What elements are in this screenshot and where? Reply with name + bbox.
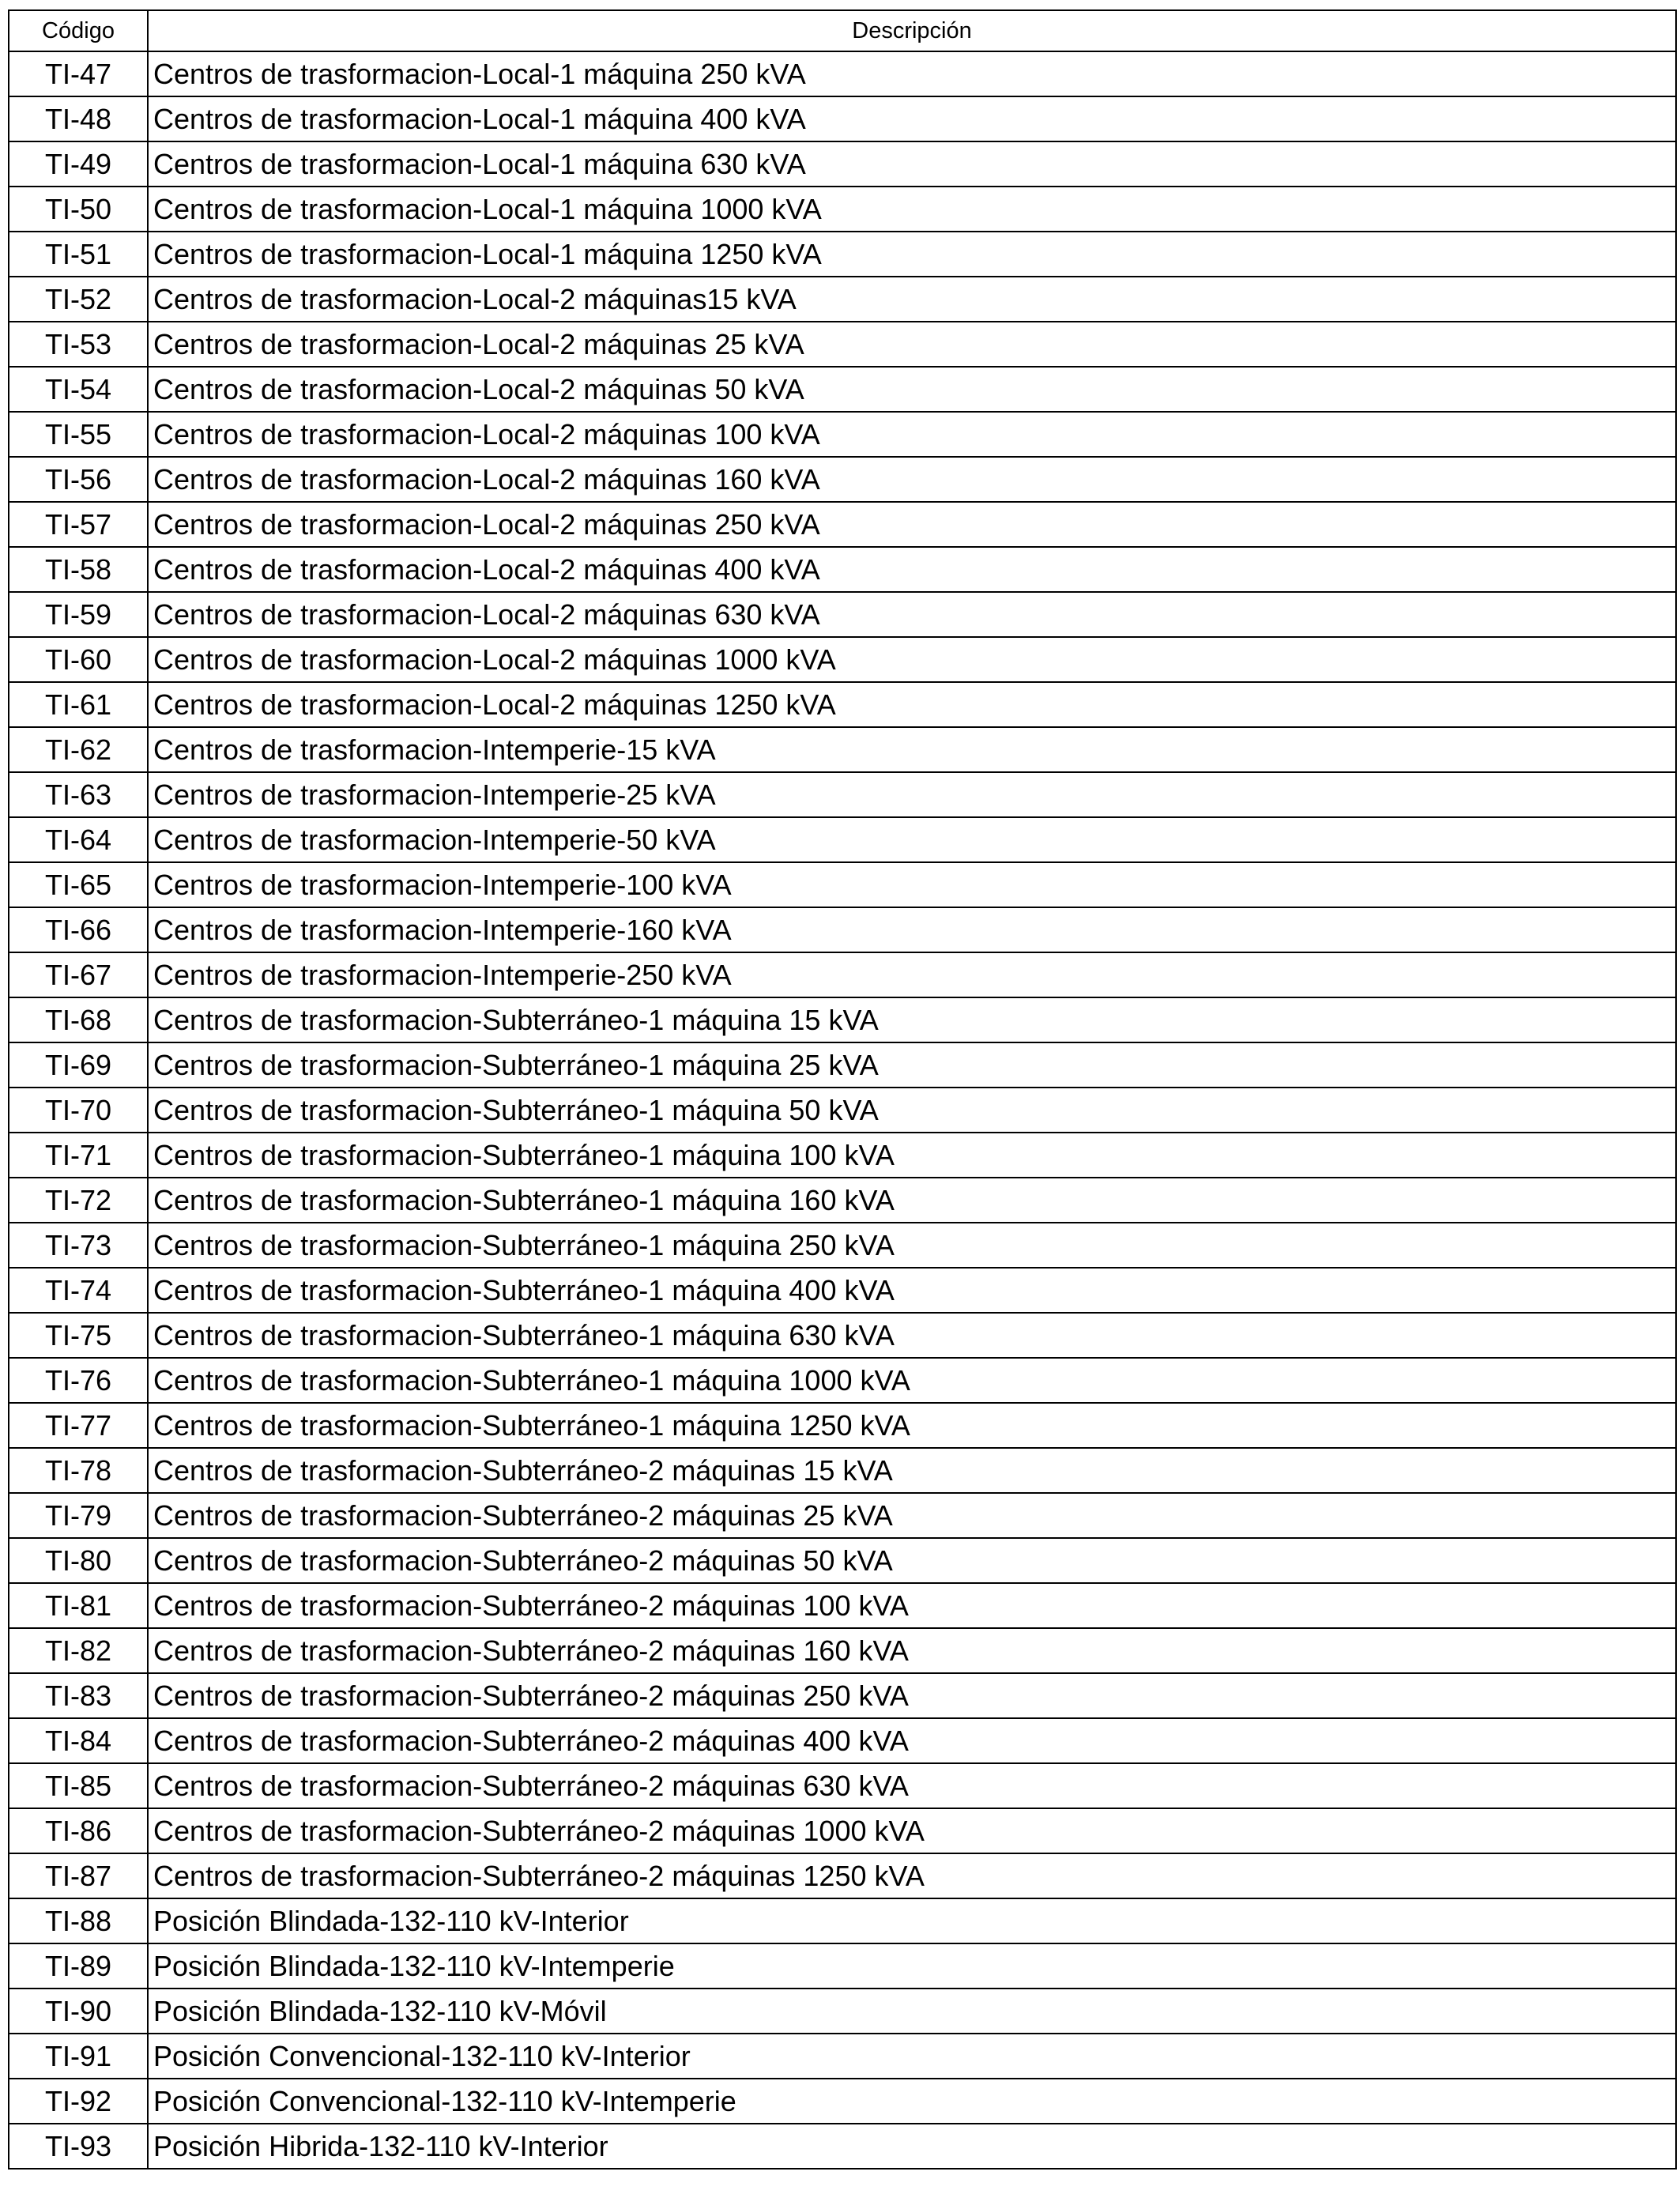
code-cell: TI-75 [9, 1313, 148, 1358]
description-cell: Centros de trasformacion-Local-2 máquinas 160 kVA [148, 457, 1676, 502]
table-row [9, 412, 1676, 457]
description-cell: Centros de trasformacion-Subterráneo-1 máquina 630 kVA [148, 1313, 1676, 1358]
code-cell: TI-56 [9, 457, 148, 502]
code-cell: TI-72 [9, 1178, 148, 1223]
table-row [9, 51, 1676, 96]
table-row [9, 1989, 1676, 2034]
table-row [9, 637, 1676, 682]
code-cell: TI-74 [9, 1268, 148, 1313]
code-cell: TI-54 [9, 367, 148, 412]
code-cell: TI-79 [9, 1493, 148, 1538]
description-cell: Centros de trasformacion-Intemperie-50 kVA [148, 817, 1676, 862]
table-row [9, 457, 1676, 502]
table-row [9, 682, 1676, 727]
description-cell: Posición Convencional-132-110 kV-Interior [148, 2034, 1676, 2079]
code-cell: TI-76 [9, 1358, 148, 1403]
description-cell: Centros de trasformacion-Subterráneo-1 máquina 400 kVA [148, 1268, 1676, 1313]
table-row [9, 2034, 1676, 2079]
table-row [9, 547, 1676, 592]
code-cell: TI-73 [9, 1223, 148, 1268]
code-cell: TI-50 [9, 187, 148, 232]
description-cell: Centros de trasformacion-Local-2 máquinas 1250 kVA [148, 682, 1676, 727]
code-cell: TI-85 [9, 1763, 148, 1808]
table-row [9, 1268, 1676, 1313]
code-cell: TI-93 [9, 2124, 148, 2169]
code-description-table [8, 9, 1677, 2169]
code-cell: TI-64 [9, 817, 148, 862]
code-cell: TI-60 [9, 637, 148, 682]
table-row [9, 1763, 1676, 1808]
description-cell: Centros de trasformacion-Local-1 máquina 400 kVA [148, 96, 1676, 141]
table-row [9, 187, 1676, 232]
table-row [9, 1133, 1676, 1178]
table-row [9, 862, 1676, 907]
description-cell: Centros de trasformacion-Local-1 máquina 630 kVA [148, 141, 1676, 187]
code-cell: TI-69 [9, 1042, 148, 1088]
table-row [9, 277, 1676, 322]
description-cell: Centros de trasformacion-Local-1 máquina 1000 kVA [148, 187, 1676, 232]
table-row [9, 1853, 1676, 1898]
description-cell: Centros de trasformacion-Subterráneo-1 máquina 1250 kVA [148, 1403, 1676, 1448]
description-cell: Centros de trasformacion-Subterráneo-2 máquinas 1000 kVA [148, 1808, 1676, 1853]
table-row [9, 907, 1676, 952]
table-row [9, 997, 1676, 1042]
description-cell: Centros de trasformacion-Subterráneo-2 máquinas 250 kVA [148, 1673, 1676, 1718]
code-cell: TI-77 [9, 1403, 148, 1448]
description-cell: Centros de trasformacion-Intemperie-250 kVA [148, 952, 1676, 997]
description-cell: Centros de trasformacion-Subterráneo-1 máquina 25 kVA [148, 1042, 1676, 1088]
description-cell: Centros de trasformacion-Subterráneo-2 máquinas 1250 kVA [148, 1853, 1676, 1898]
description-cell: Centros de trasformacion-Subterráneo-1 máquina 100 kVA [148, 1133, 1676, 1178]
table-row [9, 2079, 1676, 2124]
code-cell: TI-48 [9, 96, 148, 141]
description-cell: Posición Convencional-132-110 kV-Intemperie [148, 2079, 1676, 2124]
code-cell: TI-49 [9, 141, 148, 187]
description-cell: Centros de trasformacion-Intemperie-100 kVA [148, 862, 1676, 907]
code-cell: TI-51 [9, 232, 148, 277]
table-row [9, 1178, 1676, 1223]
description-cell: Posición Blindada-132-110 kV-Móvil [148, 1989, 1676, 2034]
code-cell: TI-66 [9, 907, 148, 952]
table-row [9, 772, 1676, 817]
description-cell: Centros de trasformacion-Intemperie-25 kVA [148, 772, 1676, 817]
table-row [9, 1718, 1676, 1763]
code-cell: TI-57 [9, 502, 148, 547]
code-cell: TI-59 [9, 592, 148, 637]
description-cell: Centros de trasformacion-Subterráneo-2 máquinas 50 kVA [148, 1538, 1676, 1583]
table-row [9, 1673, 1676, 1718]
description-cell: Centros de trasformacion-Local-2 máquinas15 kVA [148, 277, 1676, 322]
description-cell: Centros de trasformacion-Subterráneo-2 máquinas 630 kVA [148, 1763, 1676, 1808]
code-cell: TI-89 [9, 1943, 148, 1989]
description-cell: Centros de trasformacion-Subterráneo-1 máquina 50 kVA [148, 1088, 1676, 1133]
description-cell: Centros de trasformacion-Subterráneo-2 máquinas 100 kVA [148, 1583, 1676, 1628]
code-cell: TI-67 [9, 952, 148, 997]
table-row [9, 1313, 1676, 1358]
table-row [9, 1943, 1676, 1989]
description-cell: Centros de trasformacion-Local-2 máquinas 400 kVA [148, 547, 1676, 592]
code-cell: TI-86 [9, 1808, 148, 1853]
header-row [9, 10, 1676, 51]
table-row [9, 141, 1676, 187]
code-cell: TI-65 [9, 862, 148, 907]
description-cell: Centros de trasformacion-Intemperie-160 kVA [148, 907, 1676, 952]
description-cell: Centros de trasformacion-Subterráneo-2 máquinas 160 kVA [148, 1628, 1676, 1673]
table-row [9, 367, 1676, 412]
table-row [9, 1358, 1676, 1403]
code-cell: TI-47 [9, 51, 148, 96]
code-cell: TI-63 [9, 772, 148, 817]
table-body [9, 51, 1676, 2169]
description-cell: Centros de trasformacion-Intemperie-15 kVA [148, 727, 1676, 772]
description-cell: Posición Blindada-132-110 kV-Intemperie [148, 1943, 1676, 1989]
description-cell: Centros de trasformacion-Local-2 máquinas 50 kVA [148, 367, 1676, 412]
code-cell: TI-62 [9, 727, 148, 772]
code-cell: TI-84 [9, 1718, 148, 1763]
code-cell: TI-70 [9, 1088, 148, 1133]
code-cell: TI-82 [9, 1628, 148, 1673]
description-cell: Posición Hibrida-132-110 kV-Interior [148, 2124, 1676, 2169]
code-cell: TI-87 [9, 1853, 148, 1898]
table-row [9, 592, 1676, 637]
description-cell: Centros de trasformacion-Subterráneo-2 máquinas 400 kVA [148, 1718, 1676, 1763]
code-cell: TI-52 [9, 277, 148, 322]
table-row [9, 1583, 1676, 1628]
description-cell: Posición Blindada-132-110 kV-Interior [148, 1898, 1676, 1943]
table-row [9, 1403, 1676, 1448]
table-row [9, 1898, 1676, 1943]
code-cell: TI-68 [9, 997, 148, 1042]
code-cell: TI-88 [9, 1898, 148, 1943]
description-cell: Centros de trasformacion-Local-1 máquina 250 kVA [148, 51, 1676, 96]
description-cell: Centros de trasformacion-Subterráneo-2 máquinas 15 kVA [148, 1448, 1676, 1493]
code-cell: TI-61 [9, 682, 148, 727]
description-cell: Centros de trasformacion-Subterráneo-1 máquina 15 kVA [148, 997, 1676, 1042]
description-cell: Centros de trasformacion-Subterráneo-2 máquinas 25 kVA [148, 1493, 1676, 1538]
description-cell: Centros de trasformacion-Local-1 máquina 1250 kVA [148, 232, 1676, 277]
description-cell: Centros de trasformacion-Local-2 máquinas 25 kVA [148, 322, 1676, 367]
table-row [9, 1538, 1676, 1583]
table-row [9, 322, 1676, 367]
table-row [9, 1042, 1676, 1088]
table-row [9, 1493, 1676, 1538]
column-header-description: Descripción [148, 10, 1676, 51]
table-row [9, 96, 1676, 141]
code-cell: TI-92 [9, 2079, 148, 2124]
code-cell: TI-58 [9, 547, 148, 592]
code-cell: TI-78 [9, 1448, 148, 1493]
description-cell: Centros de trasformacion-Subterráneo-1 máquina 160 kVA [148, 1178, 1676, 1223]
description-cell: Centros de trasformacion-Local-2 máquinas 1000 kVA [148, 637, 1676, 682]
table-row [9, 817, 1676, 862]
description-cell: Centros de trasformacion-Subterráneo-1 máquina 250 kVA [148, 1223, 1676, 1268]
description-cell: Centros de trasformacion-Local-2 máquinas 630 kVA [148, 592, 1676, 637]
code-cell: TI-71 [9, 1133, 148, 1178]
column-header-code: Código [9, 10, 148, 51]
table-row [9, 232, 1676, 277]
table-row [9, 1448, 1676, 1493]
code-cell: TI-80 [9, 1538, 148, 1583]
code-cell: TI-91 [9, 2034, 148, 2079]
table-row [9, 727, 1676, 772]
table-row [9, 1808, 1676, 1853]
table-row [9, 1628, 1676, 1673]
code-cell: TI-53 [9, 322, 148, 367]
code-cell: TI-83 [9, 1673, 148, 1718]
code-cell: TI-90 [9, 1989, 148, 2034]
table-row [9, 502, 1676, 547]
description-cell: Centros de trasformacion-Local-2 máquinas 250 kVA [148, 502, 1676, 547]
table-row [9, 1088, 1676, 1133]
code-cell: TI-55 [9, 412, 148, 457]
table-row [9, 2124, 1676, 2169]
table-row [9, 952, 1676, 997]
code-cell: TI-81 [9, 1583, 148, 1628]
description-cell: Centros de trasformacion-Local-2 máquinas 100 kVA [148, 412, 1676, 457]
table-row [9, 1223, 1676, 1268]
description-cell: Centros de trasformacion-Subterráneo-1 máquina 1000 kVA [148, 1358, 1676, 1403]
